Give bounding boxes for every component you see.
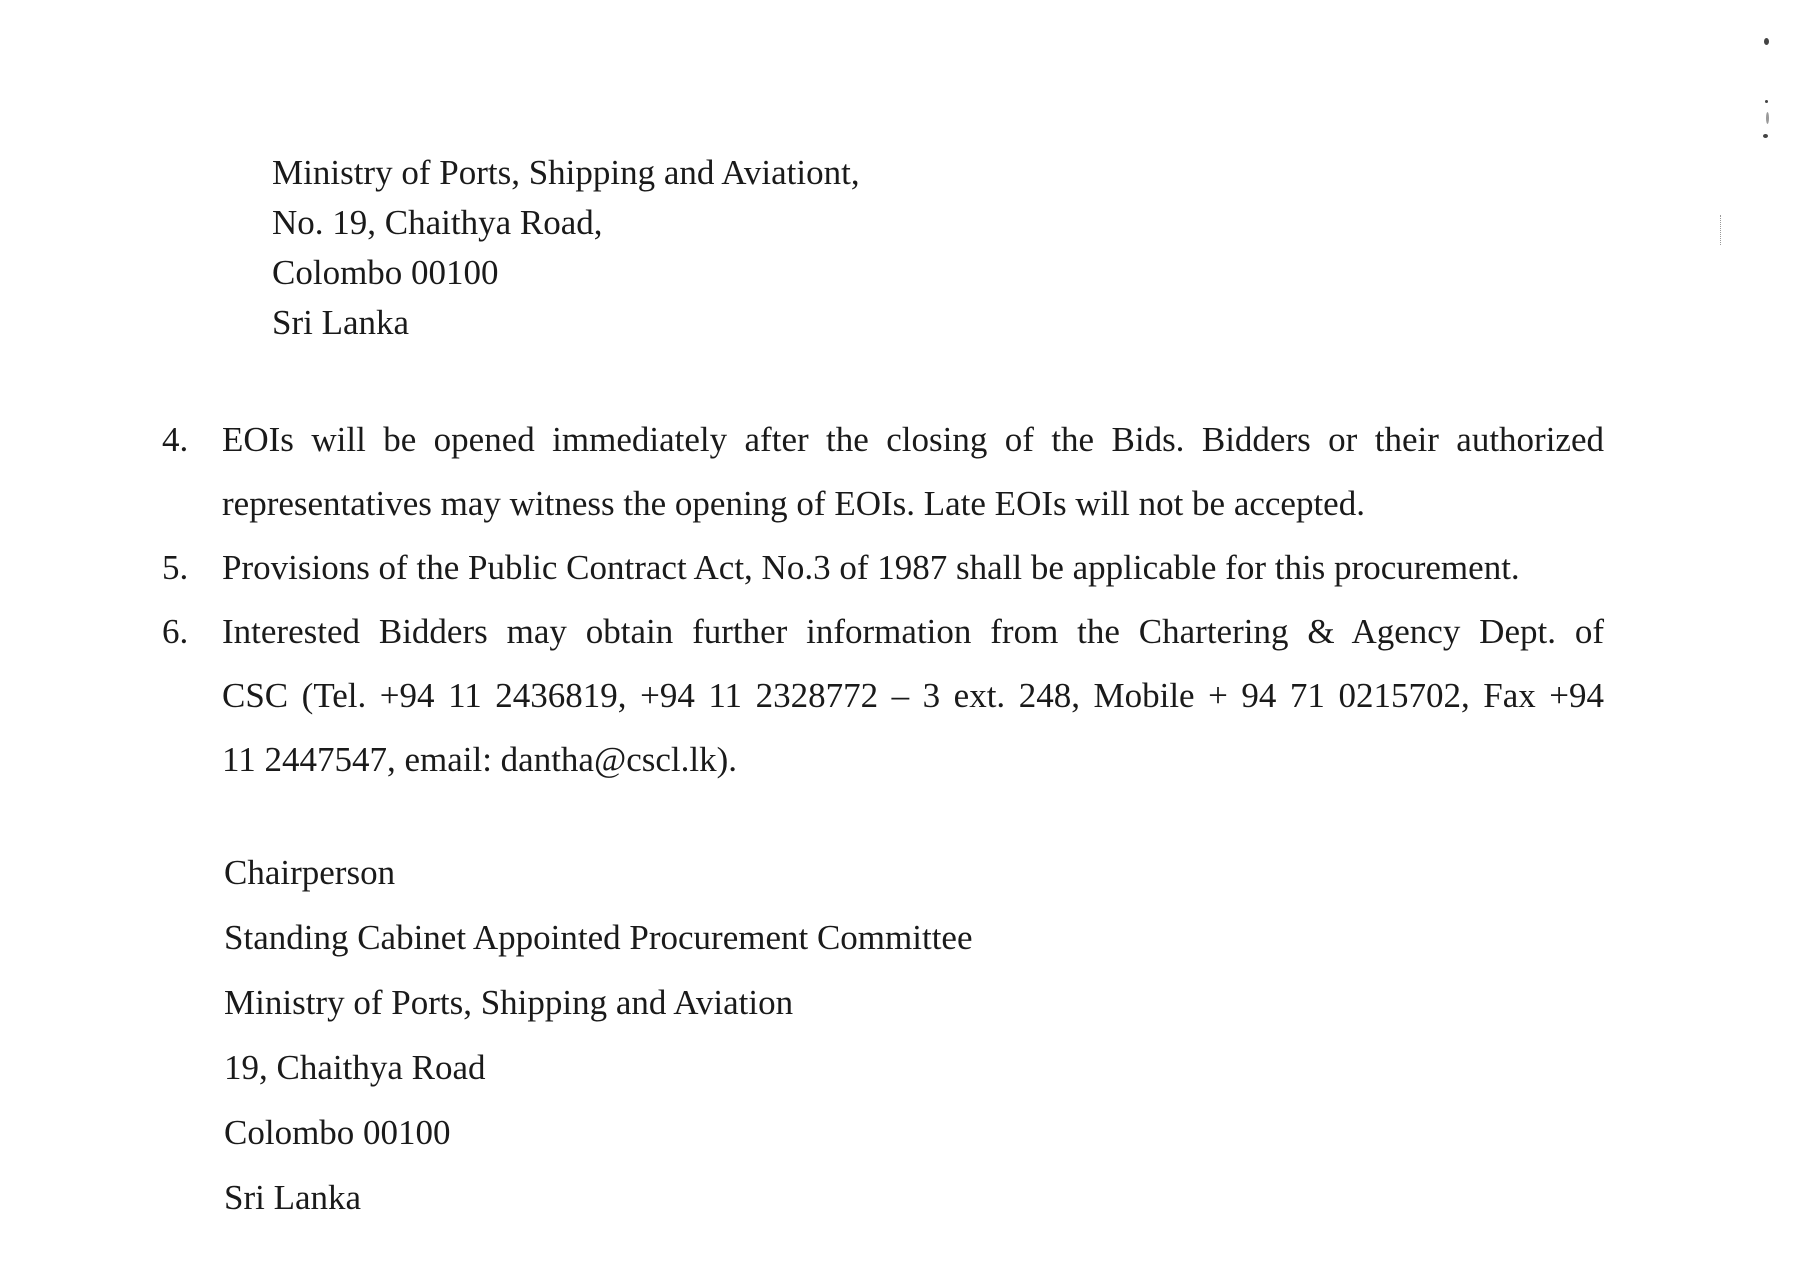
- item-text: [222, 408, 1604, 536]
- address-line: Sri Lanka: [272, 303, 410, 342]
- list-item: [162, 536, 1604, 600]
- item-line: Interested Bidders may obtain further information from the Chartering & Agency Dept. of: [222, 612, 1604, 651]
- item-text: [222, 600, 1604, 792]
- scan-speck: [1764, 38, 1769, 45]
- numbered-items: [162, 408, 1604, 792]
- item-text: [222, 536, 1604, 600]
- list-item: [162, 408, 1604, 536]
- signature-line: 19, Chaithya Road: [224, 1048, 486, 1087]
- item-line: 11 2447547, email: dantha@cscl.lk).: [222, 740, 737, 779]
- scan-specks: [1760, 30, 1780, 150]
- signature-line: Colombo 00100: [224, 1113, 451, 1152]
- item-line: Provisions of the Public Contract Act, No.3 of 1987 shall be applicable for this procurement.: [222, 548, 1520, 587]
- scan-speck: [1766, 112, 1769, 124]
- signature-line: Sri Lanka: [224, 1178, 362, 1217]
- signature-line: Standing Cabinet Appointed Procurement Committee: [224, 918, 973, 957]
- list-item: [162, 600, 1604, 792]
- item-line: CSC (Tel. +94 11 2436819, +94 11 2328772 – 3 ext. 248, Mobile + 94 71 0215702, Fax +94: [222, 676, 1604, 715]
- scan-artifact: [1720, 215, 1722, 245]
- item-line: EOIs will be opened immediately after the closing of the Bids. Bidders or their authorized: [222, 420, 1604, 459]
- signature-line: Ministry of Ports, Shipping and Aviation: [224, 983, 794, 1022]
- item-number: 6.: [162, 612, 189, 651]
- item-number: 4.: [162, 420, 189, 459]
- address-line: Ministry of Ports, Shipping and Aviationt,: [272, 153, 860, 192]
- scan-speck: [1763, 134, 1768, 138]
- signature-block: [224, 840, 973, 1230]
- recipient-address: [272, 148, 860, 348]
- address-line: Colombo 00100: [272, 253, 499, 292]
- signature-line: Chairperson: [224, 853, 396, 892]
- address-line: No. 19, Chaithya Road,: [272, 203, 603, 242]
- item-line: representatives may witness the opening of EOIs. Late EOIs will not be accepted.: [222, 484, 1365, 523]
- item-number: 5.: [162, 548, 189, 587]
- scan-speck: [1765, 100, 1768, 103]
